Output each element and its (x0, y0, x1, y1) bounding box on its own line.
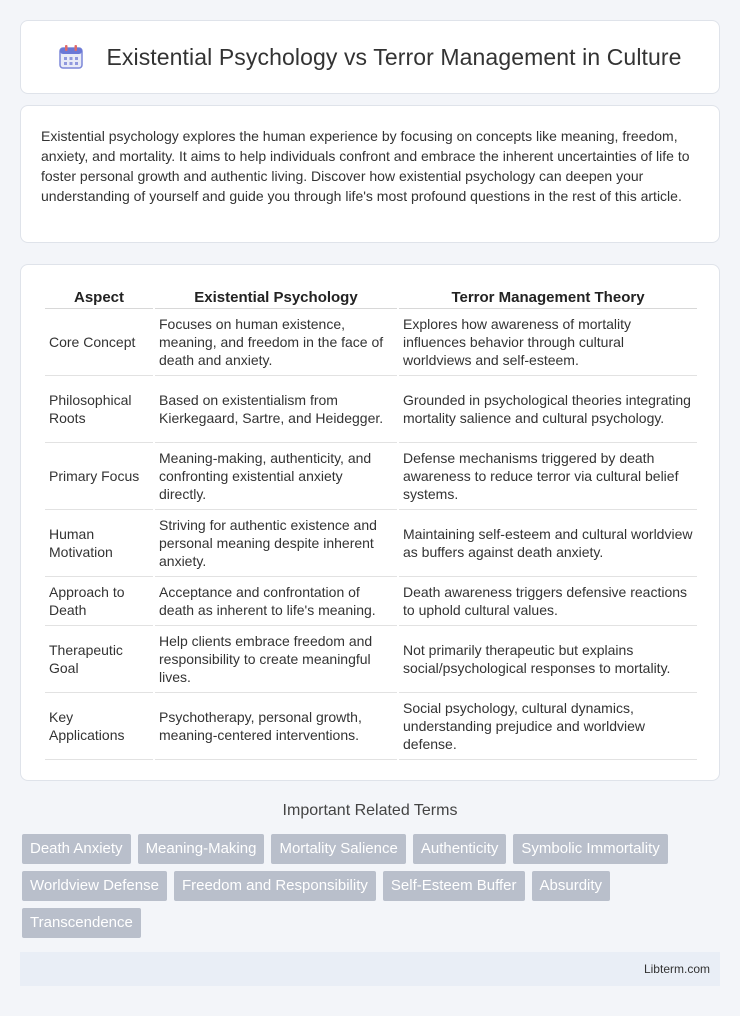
page-title: Existential Psychology vs Terror Management in Culture (106, 43, 682, 70)
tag-freedom-and-responsibility[interactable]: Freedom and Responsibility (174, 871, 376, 901)
header-tmt: Terror Management Theory (399, 285, 697, 309)
cell-tmt: Explores how awareness of mortality influences behavior through cultural worldviews and self-esteem. (399, 309, 697, 376)
cell-existential: Psychotherapy, personal growth, meaning-centered interventions. (155, 693, 397, 760)
header-aspect: Aspect (45, 285, 153, 309)
cell-tmt: Death awareness triggers defensive reactions to uphold cultural values. (399, 577, 697, 626)
cell-aspect: Approach to Death (45, 577, 153, 626)
comparison-table (43, 285, 699, 760)
intro-card (20, 105, 720, 243)
footer (20, 952, 720, 986)
cell-existential: Striving for authentic existence and personal meaning despite inherent anxiety. (155, 510, 397, 577)
cell-aspect: Human Motivation (45, 510, 153, 577)
header-existential: Existential Psychology (155, 285, 397, 309)
cell-aspect: Philosophical Roots (45, 376, 153, 443)
title-card (20, 20, 720, 94)
table-row (45, 309, 697, 376)
tag-symbolic-immortality[interactable]: Symbolic Immortality (513, 834, 667, 864)
tag-authenticity[interactable]: Authenticity (413, 834, 507, 864)
cell-tmt: Grounded in psychological theories integrating mortality salience and cultural psychology. (399, 376, 697, 443)
cell-existential: Focuses on human existence, meaning, and freedom in the face of death and anxiety. (155, 309, 397, 376)
table-row (45, 376, 697, 443)
cell-aspect: Primary Focus (45, 443, 153, 510)
cell-existential: Based on existentialism from Kierkegaard, Sartre, and Heidegger. (155, 376, 397, 443)
comparison-table-card (20, 264, 720, 781)
tag-absurdity[interactable]: Absurdity (532, 871, 611, 901)
cell-existential: Meaning-making, authenticity, and confronting existential anxiety directly. (155, 443, 397, 510)
cell-aspect: Therapeutic Goal (45, 626, 153, 693)
cell-tmt: Maintaining self-esteem and cultural worldview as buffers against death anxiety. (399, 510, 697, 577)
calendar-icon (58, 44, 84, 70)
cell-tmt: Not primarily therapeutic but explains social/psychological responses to mortality. (399, 626, 697, 693)
intro-text: Existential psychology explores the human experience by focusing on concepts like meaning, freedom, anxiety, and mortality. It aims to help individuals confront and embrace the inherent uncertainties of life to foster personal growth and authentic living. Discover how existential psychology can deepen your understanding of yourself and guide you through life's most profound questions in the rest of this article. (41, 128, 690, 204)
table-row (45, 443, 697, 510)
footer-site-link[interactable]: Libterm.com (643, 962, 710, 976)
cell-tmt: Social psychology, cultural dynamics, understanding prejudice and worldview defense. (399, 693, 697, 760)
tag-meaning-making[interactable]: Meaning-Making (138, 834, 265, 864)
related-terms-list (22, 834, 722, 945)
table-row (45, 510, 697, 577)
cell-existential: Acceptance and confrontation of death as inherent to life's meaning. (155, 577, 397, 626)
table-row (45, 626, 697, 693)
table-row (45, 577, 697, 626)
table-header-row (45, 285, 697, 309)
cell-existential: Help clients embrace freedom and responsibility to create meaningful lives. (155, 626, 397, 693)
cell-tmt: Defense mechanisms triggered by death awareness to reduce terror via cultural belief systems. (399, 443, 697, 510)
tag-death-anxiety[interactable]: Death Anxiety (22, 834, 131, 864)
cell-aspect: Core Concept (45, 309, 153, 376)
tag-worldview-defense[interactable]: Worldview Defense (22, 871, 167, 901)
tag-self-esteem-buffer[interactable]: Self-Esteem Buffer (383, 871, 525, 901)
related-terms-title: Important Related Terms (282, 802, 458, 819)
cell-aspect: Key Applications (45, 693, 153, 760)
tag-transcendence[interactable]: Transcendence (22, 908, 141, 938)
tag-mortality-salience[interactable]: Mortality Salience (271, 834, 405, 864)
table-row (45, 693, 697, 760)
